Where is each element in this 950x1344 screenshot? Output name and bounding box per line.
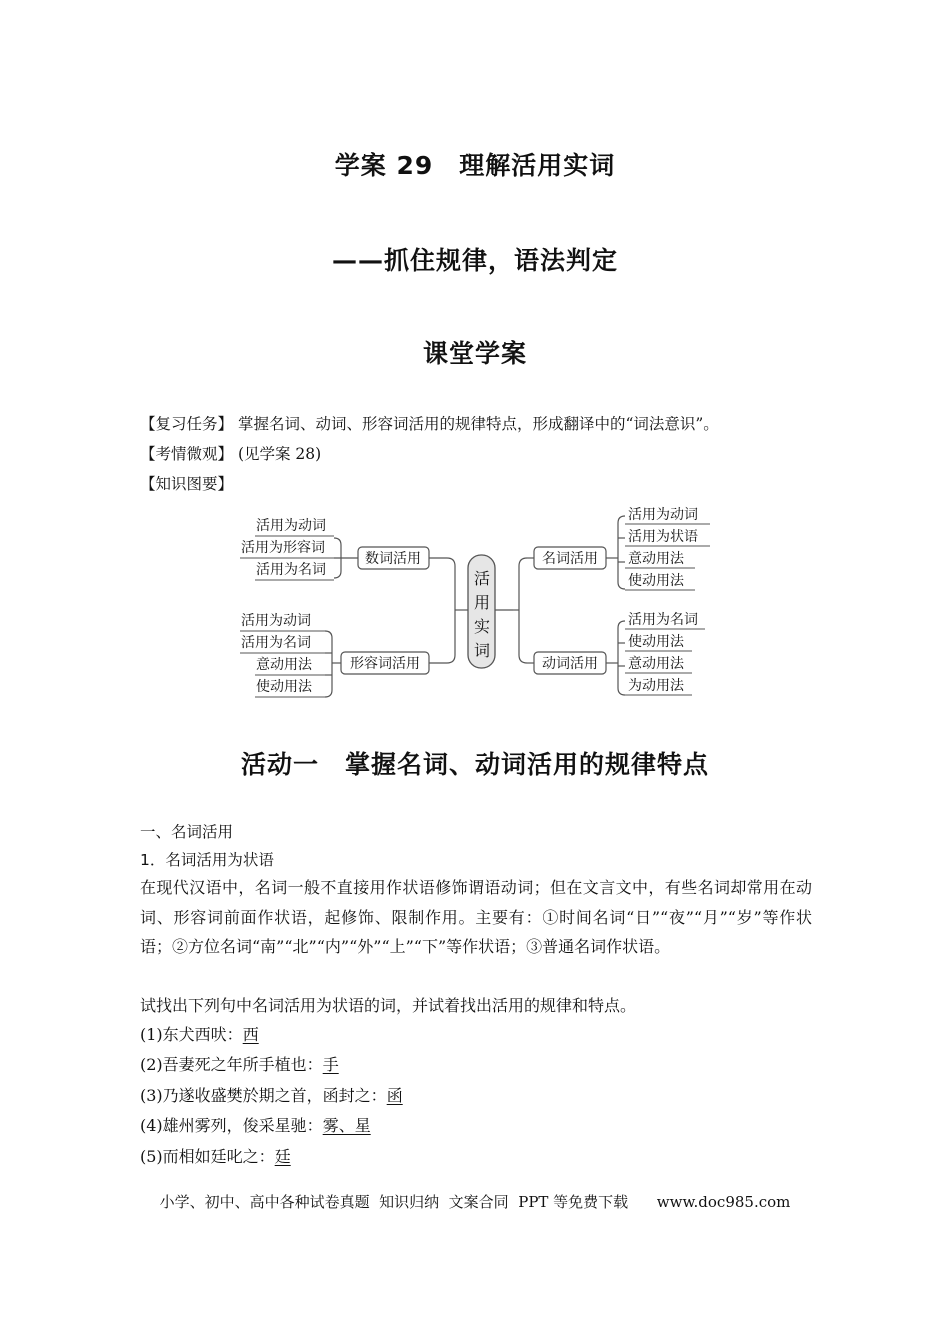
subsection-noun-adverbial: 1．名词活用为状语 bbox=[140, 851, 274, 869]
node-adjective: 形容词活用 bbox=[350, 656, 420, 672]
info-exam bbox=[140, 444, 321, 464]
document-title: 学案 29 理解活用实词 bbox=[334, 151, 616, 180]
info-knowledge-map bbox=[140, 474, 233, 494]
item-text: 而相如廷叱之： bbox=[162, 1147, 275, 1166]
section-noun-usage: 一、名词活用 bbox=[140, 823, 234, 841]
info-text: (见学案 28) bbox=[237, 445, 322, 463]
node-verb: 动词活用 bbox=[542, 656, 598, 672]
leaf-label: 活用为名词 bbox=[256, 562, 326, 578]
center-char: 活 bbox=[473, 569, 491, 588]
leaf-label: 活用为动词 bbox=[628, 507, 698, 523]
leaf-label: 意动用法 bbox=[256, 657, 312, 673]
leaf-label: 活用为状语 bbox=[628, 529, 698, 545]
item-answer: 手 bbox=[322, 1055, 339, 1074]
example-item bbox=[140, 1024, 259, 1046]
body-paragraph: 在现代汉语中，名词一般不直接用作状语修饰谓语动词；但在文言文中，有些名词却常用在动词、形容词前面作状语，起修饰、限制作用。主要有：①时间名词“日”“夜”“月”“岁”等作状语；②方位名词“南”“北”“内”“外”“上”“下”等作状语；③普通名词作状语。 bbox=[140, 878, 812, 956]
item-answer: 函 bbox=[386, 1086, 403, 1105]
info-tag: 【知识图要】 bbox=[140, 475, 234, 493]
leaf-label: 使动用法 bbox=[628, 634, 684, 650]
example-item bbox=[140, 1085, 403, 1107]
node-noun: 名词活用 bbox=[542, 551, 598, 567]
item-number: (1) bbox=[140, 1025, 163, 1044]
knowledge-diagram bbox=[230, 500, 730, 710]
leaf-label: 活用为名词 bbox=[241, 635, 311, 651]
center-char: 词 bbox=[473, 641, 491, 660]
info-tag: 【考情微观】 bbox=[140, 445, 234, 463]
info-tag: 【复习任务】 bbox=[140, 415, 234, 433]
item-text: 乃遂收盛樊於期之首，函封之： bbox=[162, 1086, 387, 1105]
item-number: (2) bbox=[140, 1055, 163, 1074]
info-review-task bbox=[140, 414, 719, 434]
item-number: (4) bbox=[140, 1116, 163, 1135]
leaf-label: 活用为动词 bbox=[256, 518, 326, 534]
leaf-label: 使动用法 bbox=[628, 573, 684, 589]
example-item bbox=[140, 1115, 371, 1137]
instruction-text: 试找出下列句中名词活用为状语的词，并试着找出活用的规律和特点。 bbox=[140, 996, 637, 1015]
item-answer: 雾、星 bbox=[322, 1116, 371, 1135]
item-text: 吾妻死之年所手植也： bbox=[162, 1055, 323, 1074]
example-item bbox=[140, 1146, 291, 1168]
item-answer: 廷 bbox=[274, 1147, 291, 1166]
leaf-label: 活用为名词 bbox=[628, 612, 698, 628]
leaf-label: 活用为形容词 bbox=[241, 540, 325, 556]
activity-title: 活动一 掌握名词、动词活用的规律特点 bbox=[240, 750, 709, 779]
node-numeral: 数词活用 bbox=[365, 551, 421, 567]
item-text: 东犬西吠： bbox=[162, 1025, 243, 1044]
info-text: 掌握名词、动词、形容词活用的规律特点，形成翻译中的“词法意识”。 bbox=[237, 415, 719, 433]
item-number: (5) bbox=[140, 1147, 163, 1166]
document-subtitle: ——抓住规律，语法判定 bbox=[331, 246, 618, 275]
item-number: (3) bbox=[140, 1086, 163, 1105]
item-answer: 西 bbox=[242, 1025, 259, 1044]
center-char: 用 bbox=[473, 593, 491, 612]
leaf-label: 活用为动词 bbox=[241, 613, 311, 629]
center-char: 实 bbox=[473, 617, 491, 636]
leaf-label: 为动用法 bbox=[628, 678, 684, 694]
item-text: 雄州雾列，俊采星驰： bbox=[162, 1116, 323, 1135]
page-footer: 小学、初中、高中各种试卷真题 知识归纳 文案合同 PPT 等免费下载 www.doc985.com bbox=[159, 1193, 791, 1211]
section-heading: 课堂学案 bbox=[422, 339, 527, 368]
leaf-label: 意动用法 bbox=[628, 656, 684, 672]
leaf-label: 意动用法 bbox=[628, 551, 684, 567]
leaf-label: 使动用法 bbox=[256, 679, 312, 695]
example-item bbox=[140, 1054, 339, 1076]
